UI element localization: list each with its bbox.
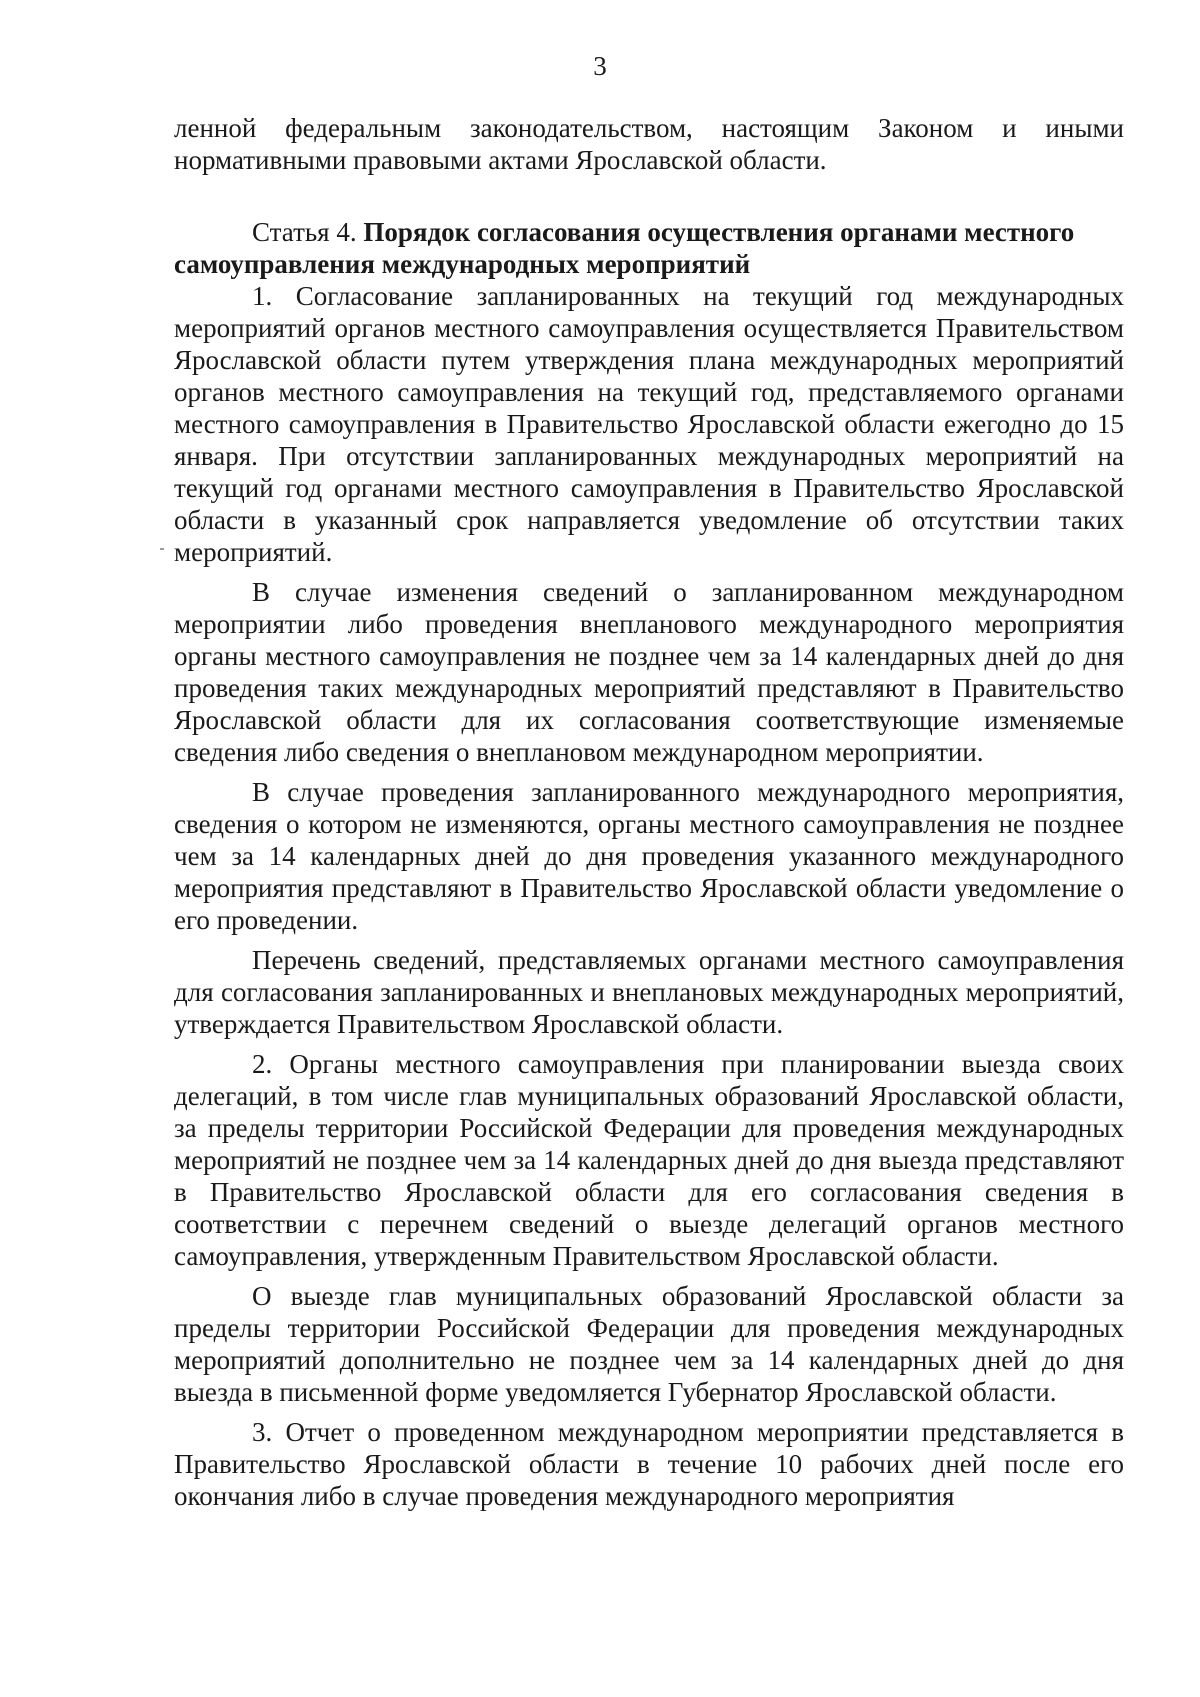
intro-paragraph: ленной федеральным законодательством, настоящим Законом и иными нормативными правовыми актами Ярославской области. — [174, 113, 1124, 175]
paragraph-2: В случае изменения сведений о запланированном международном мероприятии либо проведения внепланового международного мероприятия органы местного самоуправления не позднее чем за 14 календарных дней до дня проведения таких международных мероприятий представляют в Правительство Ярославской области для их согласования соответствующие изменяемые сведения либо сведения о внеплановом международном мероприятии. — [174, 577, 1124, 767]
paragraph-5: 2. Органы местного самоуправления при планировании выезда своих делегаций, в том числе глав муниципальных образований Ярославской области, за пределы территории Российской Федерации для проведения международных мероприятий не позднее чем за 14 календарных дней до дня выезда представляют в Правительство Ярославской области для его согласования сведения в соответствии с перечнем сведений о выезде делегаций органов местного самоуправления, утвержденным Правительством Ярославской области. — [174, 1049, 1124, 1271]
article-heading — [174, 216, 1124, 280]
paragraph-7: 3. Отчет о проведенном международном мероприятии представляется в Правительство Ярославской области в течение 10 рабочих дней после его окончания либо в случае проведения международного мероприятия — [174, 1417, 1124, 1511]
paragraph-4: Перечень сведений, представляемых органами местного самоуправления для согласования запланированных и внеплановых международных мероприятий, утверждается Правительством Ярославской области. — [174, 945, 1124, 1039]
paragraph-1: 1. Согласование запланированных на текущий год международных мероприятий органов местного самоуправления осуществляется Правительством Ярославской области путем утверждения плана международных мероприятий органов местного самоуправления на текущий год, представляемого органами местного самоуправления в Правительство Ярославской области ежегодно до 15 января. При отсутствии запланированных международных мероприятий на текущий год органами местного самоуправления в Правительство Ярославской области в указанный срок направляется уведомление об отсутствии таких мероприятий. — [174, 281, 1124, 567]
paragraph-6: О выезде глав муниципальных образований Ярославской области за пределы территории Российской Федерации для проведения международных мероприятий дополнительно не позднее чем за 14 календарных дней до дня выезда в письменной форме уведомляется Губернатор Ярославской области. — [174, 1281, 1124, 1407]
article-title: Порядок согласования осуществления органами местного самоуправления международных мероприятий — [174, 217, 1075, 279]
document-body — [174, 112, 1124, 1512]
article-number: Статья 4. — [252, 217, 357, 247]
scan-artifact-mark — [160, 548, 164, 550]
page-number: 3 — [593, 51, 607, 81]
paragraph-3: В случае проведения запланированного международного мероприятия, сведения о котором не изменяются, органы местного самоуправления не позднее чем за 14 календарных дней до дня проведения указанного международного мероприятия представляют в Правительство Ярославской области уведомление о его проведении. — [174, 777, 1124, 935]
